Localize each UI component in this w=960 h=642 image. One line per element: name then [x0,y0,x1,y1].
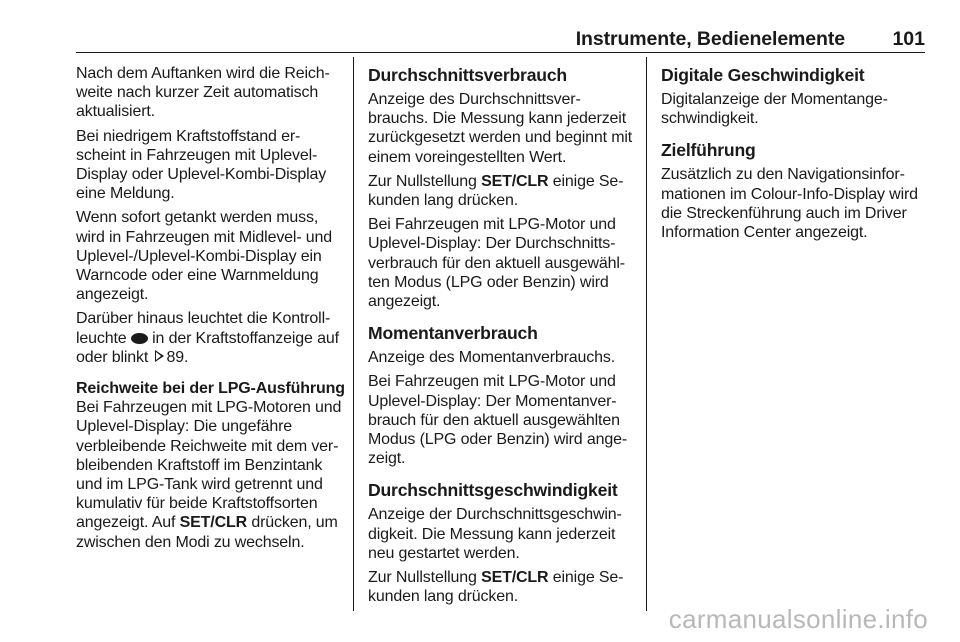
paragraph [76,309,348,367]
paragraph [368,568,638,606]
section-heading: Durchschnittsverbrauch [368,65,567,85]
paragraph: Bei Fahrzeugen mit LPG-Motor und Uplevel-Display: Der Durchschnitts- verbrauch für den aktuell ausgewähl- ten Modus (LPG oder Benzin) wird angezeigt. [368,216,625,311]
column-right [661,64,931,247]
column-divider [646,57,647,611]
button-key-label: SET/CLR [179,514,248,532]
paragraph: Zusätzlich zu den Navigationsinfor- mationen im Colour-Info-Display wird die Streckenführung auch im Driver Information Center angezeigt. [661,166,918,242]
text-run: einige Se- kunden lang drücken. [368,172,624,210]
paragraph: Bei niedrigem Kraftstoffstand er- scheint in Fahrzeugen mit Uplevel- Display oder Uplevel-Kombi-Display eine Meldung. [76,127,327,203]
chapter-title: Instrumente, Bedienelemente [575,28,845,50]
paragraph: Anzeige der Durchschnittsgeschwin- digkeit. Die Messung kann jederzeit neu gestartet werden. [368,506,622,562]
paragraph: Wenn sofort getankt werden muss, wird in Fahrzeugen mit Midlevel- und Uplevel-/Uplevel-Kombi-Display ein Warncode oder eine Warnmeldung angezeigt. [76,209,333,304]
section-heading: Digitale Geschwindigkeit [661,65,865,85]
fuel-warning-lamp-icon [131,333,148,344]
paragraph: Bei Fahrzeugen mit LPG-Motor und Uplevel-Display: Der Momentanver- brauch für den aktuell ausgewählten Modus (LPG oder Benzin) wird ange- zeigt. [368,373,628,468]
subheading: Reichweite bei der LPG-Ausführung [76,380,345,398]
section-heading: Momentanverbrauch [368,323,538,344]
text-run: Bei Fahrzeugen mit LPG-Motoren und Uplevel-Display: Die ungefähre verbleibende Reichweite mit dem ver- bleibenden Kraftstoff im Benzintank und im LPG-Tank wird getrennt und kumulativ für beide Kraftstoffsorten angezeigt. Auf [76,399,342,532]
page-number: 101 [892,28,925,50]
text-run: Darüber hinaus leuchtet die Kontroll- leuchte [76,310,331,347]
paragraph [368,172,638,210]
button-key-label: SET/CLR [481,172,549,190]
text-run: einige Se- kunden lang drücken. [368,569,624,606]
paragraph: Nach dem Auftanken wird die Reich- weite nach kurzer Zeit automatisch aktualisiert. [76,65,330,121]
text-run: in der Kraftstoffanzeige auf oder blinkt [76,329,339,366]
column-divider [353,57,354,611]
section-heading: Zielführung [661,140,756,161]
paragraph: Anzeige des Momentanverbrauchs. [368,349,616,367]
page-reference-arrow-icon [155,350,164,362]
column-left [76,64,348,557]
column-middle [368,64,638,611]
text-run: Zur Nullstellung [368,172,482,190]
text-run: Zur Nullstellung [368,569,482,587]
page-header [76,22,925,53]
page-reference[interactable]: 89. [166,348,189,366]
paragraph: Digitalanzeige der Momentange- schwindigkeit. [661,91,888,128]
section-heading: Durchschnittsgeschwindigkeit [368,480,618,501]
watermark: carmanualsonline.info [668,604,928,634]
button-key-label: SET/CLR [481,569,549,587]
paragraph: Anzeige des Durchschnittsver- brauchs. Die Messung kann jederzeit zurückgesetzt werden und beginnt mit einem voreingestellten Wert. [368,91,633,166]
text-run: drücken, um zwischen den Modi zu wechseln. [76,514,338,551]
paragraph [76,398,348,552]
